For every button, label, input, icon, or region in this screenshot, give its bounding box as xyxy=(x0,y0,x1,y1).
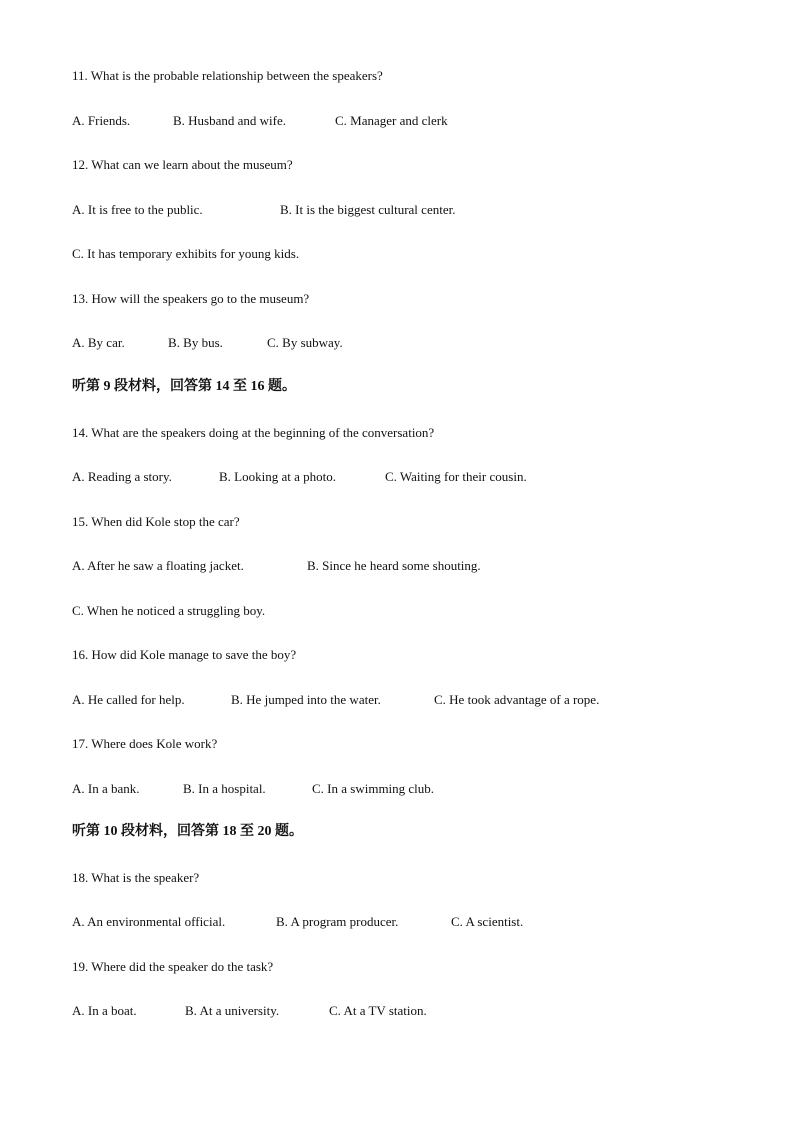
q18-option-b: B. A program producer. xyxy=(276,914,399,929)
q18-option-c: C. A scientist. xyxy=(451,914,524,929)
q14-option-b: B. Looking at a photo. xyxy=(219,469,336,484)
q15-option-b: B. Since he heard some shouting. xyxy=(307,558,481,573)
q13-option-a: A. By car. xyxy=(72,335,125,350)
q12-option-c: C. It has temporary exhibits for young kids. xyxy=(72,246,300,261)
q15-option-c: C. When he noticed a struggling boy. xyxy=(72,603,266,618)
q12-option-b: B. It is the biggest cultural center. xyxy=(280,202,456,217)
q13-option-c: C. By subway. xyxy=(267,335,343,350)
question-14: 14. What are the speakers doing at the beginning of the conversation? xyxy=(72,425,435,440)
q17-option-c: C. In a swimming club. xyxy=(312,781,435,796)
q19-option-c: C. At a TV station. xyxy=(329,1003,427,1018)
question-15: 15. When did Kole stop the car? xyxy=(72,514,240,529)
question-16: 16. How did Kole manage to save the boy? xyxy=(72,647,297,662)
q16-option-a: A. He called for help. xyxy=(72,692,185,707)
q19-option-a: A. In a boat. xyxy=(72,1003,137,1018)
section-heading-10: 听第 10 段材料，回答第 18 至 20 题。 xyxy=(72,824,303,839)
q17-option-b: B. In a hospital. xyxy=(183,781,266,796)
q12-option-a: A. It is free to the public. xyxy=(72,202,203,217)
q18-option-a: A. An environmental official. xyxy=(72,914,226,929)
q16-option-b: B. He jumped into the water. xyxy=(231,692,381,707)
q15-option-a: A. After he saw a floating jacket. xyxy=(72,558,244,573)
question-17: 17. Where does Kole work? xyxy=(72,736,218,751)
q13-option-b: B. By bus. xyxy=(168,335,223,350)
question-11: 11. What is the probable relationship between the speakers? xyxy=(72,68,383,83)
question-13: 13. How will the speakers go to the museum? xyxy=(72,291,310,306)
section-heading-9: 听第 9 段材料，回答第 14 至 16 题。 xyxy=(72,379,296,394)
q14-option-a: A. Reading a story. xyxy=(72,469,172,484)
q14-option-c: C. Waiting for their cousin. xyxy=(385,469,527,484)
q19-option-b: B. At a university. xyxy=(185,1003,280,1018)
q11-option-b: B. Husband and wife. xyxy=(173,113,287,128)
question-12: 12. What can we learn about the museum? xyxy=(72,157,293,172)
question-19: 19. Where did the speaker do the task? xyxy=(72,959,274,974)
q17-option-a: A. In a bank. xyxy=(72,781,140,796)
q16-option-c: C. He took advantage of a rope. xyxy=(434,692,600,707)
q11-option-a: A. Friends. xyxy=(72,113,131,128)
question-18: 18. What is the speaker? xyxy=(72,870,200,885)
q11-option-c: C. Manager and clerk xyxy=(335,113,448,128)
